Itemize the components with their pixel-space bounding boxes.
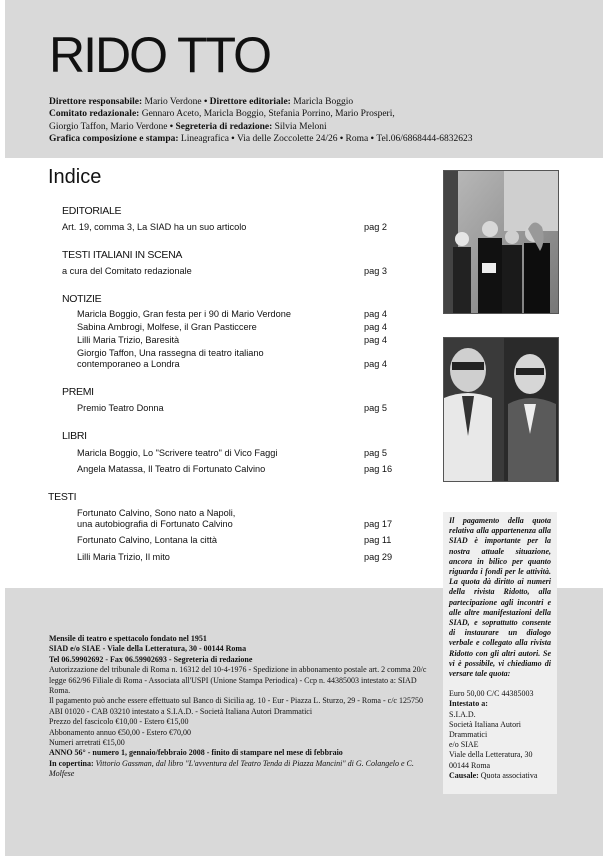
causale-label: Causale: bbox=[449, 770, 479, 780]
toc-entry[interactable]: una autobiografia di Fortunato Calvino bbox=[77, 519, 233, 529]
toc-entry[interactable]: a cura del Comitato redazionale bbox=[62, 266, 192, 276]
credit-segment: Lineagrafica bbox=[180, 134, 232, 145]
toc-entry[interactable]: Maricla Boggio, Lo "Scrivere teatro" di Vico Faggi bbox=[77, 448, 278, 458]
toc-page: pag 4 bbox=[364, 359, 387, 369]
toc-entry[interactable]: Giorgio Taffon, Una rassegna di teatro italiano bbox=[77, 348, 264, 358]
section-notizie: NOTIZIE bbox=[62, 293, 102, 305]
credit-segment: • Segreteria di redazione: bbox=[169, 121, 275, 132]
toc-entry[interactable]: Lilli Maria Trizio, Il mito bbox=[77, 552, 170, 562]
imprint-line: ANNO 56° - numero 1, gennaio/febbraio 2008 - finito di stampare nel mese di febbraio bbox=[49, 748, 343, 758]
imprint-line: SIAD e/o SIAE - Viale della Letteratura, 30 - 00144 Roma bbox=[49, 644, 247, 654]
credit-segment: • bbox=[231, 134, 237, 145]
toc-entry[interactable]: Sabina Ambrogi, Molfese, il Gran Pasticcere bbox=[77, 322, 257, 332]
imprint bbox=[49, 634, 434, 780]
payee-line: Viale della Letteratura, 30 bbox=[449, 750, 533, 760]
toc-entry[interactable]: Maricla Boggio, Gran festa per i 90 di Mario Verdone bbox=[77, 309, 291, 319]
toc-page: pag 17 bbox=[364, 519, 393, 529]
toc-entry[interactable]: Fortunato Calvino, Sono nato a Napoli, bbox=[77, 508, 236, 518]
toc-page: pag 2 bbox=[364, 222, 387, 232]
credit-segment: Maricla Boggio bbox=[293, 97, 354, 107]
credit-segment: Mario Verdone bbox=[144, 97, 204, 107]
toc-page: pag 16 bbox=[364, 464, 393, 474]
toc-page: pag 4 bbox=[364, 309, 387, 319]
toc-page: pag 5 bbox=[364, 448, 387, 458]
credit-segment: Silvia Meloni bbox=[274, 121, 327, 132]
imprint-line: Il pagamento può anche essere effettuato sul Banco di Sicilia ag. 10 - Eur - Piazza L. Sturzo, 29 - Roma - c/c 125750 bbox=[49, 696, 423, 706]
magazine-title: RIDO TTO bbox=[49, 27, 271, 83]
imprint-line: Abbonamento annuo €50,00 - Estero €70,00 bbox=[49, 727, 191, 737]
toc-page: pag 4 bbox=[364, 335, 387, 345]
toc-entry[interactable]: Art. 19, comma 3, La SIAD ha un suo articolo bbox=[62, 222, 247, 232]
toc-page: pag 3 bbox=[364, 266, 387, 276]
credit-segment: • Direttore editoriale: bbox=[203, 97, 294, 107]
credit-segment: Gennaro Aceto, Maricla Boggio, Stefania Porrino, Mario Prosperi, bbox=[141, 109, 395, 120]
payee-line: 00144 Roma bbox=[449, 760, 491, 770]
causale-value: Quota associativa bbox=[480, 770, 538, 780]
credit-segment: • bbox=[339, 134, 346, 145]
payee-line: e/o SIAE bbox=[449, 740, 479, 750]
toc-entry[interactable]: Angela Matassa, Il Teatro di Fortunato Calvino bbox=[77, 464, 266, 474]
imprint-line: Mensile di teatro e spettacolo fondato nel 1951 bbox=[49, 634, 207, 643]
membership-note bbox=[443, 512, 557, 794]
credit-segment: Direttore responsabile: bbox=[49, 97, 145, 107]
section-testi: TESTI bbox=[48, 491, 77, 503]
credit-segment: Via delle Zoccolette 24/26 bbox=[237, 134, 340, 145]
payment-amount: Euro 50,00 C/C 44385003 bbox=[449, 689, 534, 699]
credit-segment: Grafica composizione e stampa: bbox=[49, 134, 181, 145]
payee-line: S.I.A.D. bbox=[449, 709, 476, 719]
payee-lines bbox=[449, 710, 551, 771]
imprint-line: ABI 01020 - CAB 03210 intestato a S.I.A.D. - Società Italiana Autori Drammatici bbox=[49, 706, 313, 716]
toc-page: pag 11 bbox=[364, 535, 392, 545]
credit-segment: • bbox=[370, 134, 377, 145]
toc-page: pag 5 bbox=[364, 403, 387, 413]
toc-entry[interactable]: Lilli Maria Trizio, Baresità bbox=[77, 335, 180, 345]
credit-segment: Giorgio Taffon, Mario Verdone bbox=[49, 121, 170, 132]
index-title: Indice bbox=[48, 166, 102, 188]
imprint-line: Tel 06.59902692 - Fax 06.59902693 - Segreteria di redazione bbox=[49, 654, 253, 664]
toc-entry[interactable]: Fortunato Calvino, Lontana la città bbox=[77, 535, 217, 545]
toc-page: pag 29 bbox=[364, 552, 393, 562]
membership-appeal: Il pagamento della quota relativa alla appartenenza alla SIAD è importante per la nostra attuale situazione, ancora in bilico per quanto riguarda i fondi per le attività. La quota dà diritto ai numeri della rivista Ridotto, alla partecipazione agli incontri e alle altre manifestazioni della SIAD, e soprattutto consente di instaurare un dialogo verbale e collegato alla rivista Ridotto con gli altri autori. Se vi è possibile, vi chiediamo di versare tale quota: bbox=[449, 516, 551, 679]
cover-text: Vittorio Gassman, dal libro "L'avventura del Teatro Tenda di Piazza Mancini" di G. Colangelo e C. Molfese bbox=[49, 758, 414, 779]
section-libri: LIBRI bbox=[62, 430, 87, 442]
imprint-lines bbox=[49, 634, 434, 759]
credit-segment: Roma bbox=[345, 134, 371, 145]
photo-group-event bbox=[443, 170, 559, 314]
imprint-line: Autorizzazione del tribunale di Roma n. 16312 del 10-4-1976 - Spedizione in abbonamento postale art. 2 comma 20/c legge 662/96 Filiale di Roma - Associata all'USPI (Unione Stampa Periodica) - Ccp n. 44385003 intestato a: SIAD Roma. bbox=[49, 665, 427, 696]
cover-caption bbox=[49, 759, 434, 780]
section-testi-italiani: TESTI ITALIANI IN SCENA bbox=[62, 249, 183, 261]
toc-entry[interactable]: contemporaneo a Londra bbox=[77, 359, 180, 369]
imprint-line: Prezzo del fascicolo €10,00 - Estero €15,00 bbox=[49, 717, 189, 727]
credit-segment: Tel.06/6868444-6832623 bbox=[376, 134, 473, 145]
payee-line: Società Italiana Autori Drammatici bbox=[449, 719, 521, 740]
causale-line bbox=[449, 771, 551, 781]
intestato-label: Intestato a: bbox=[449, 699, 488, 709]
imprint-line: Numeri arretrati €15,00 bbox=[49, 738, 125, 748]
section-editoriale: EDITORIALE bbox=[62, 205, 122, 217]
section-premi: PREMI bbox=[62, 386, 94, 398]
toc-entry[interactable]: Premio Teatro Donna bbox=[77, 403, 164, 413]
credit-segment: Comitato redazionale: bbox=[49, 109, 142, 120]
toc-page: pag 4 bbox=[364, 322, 387, 332]
cover-label: In copertina: bbox=[49, 758, 94, 768]
photo-portrait-pair bbox=[443, 337, 559, 482]
